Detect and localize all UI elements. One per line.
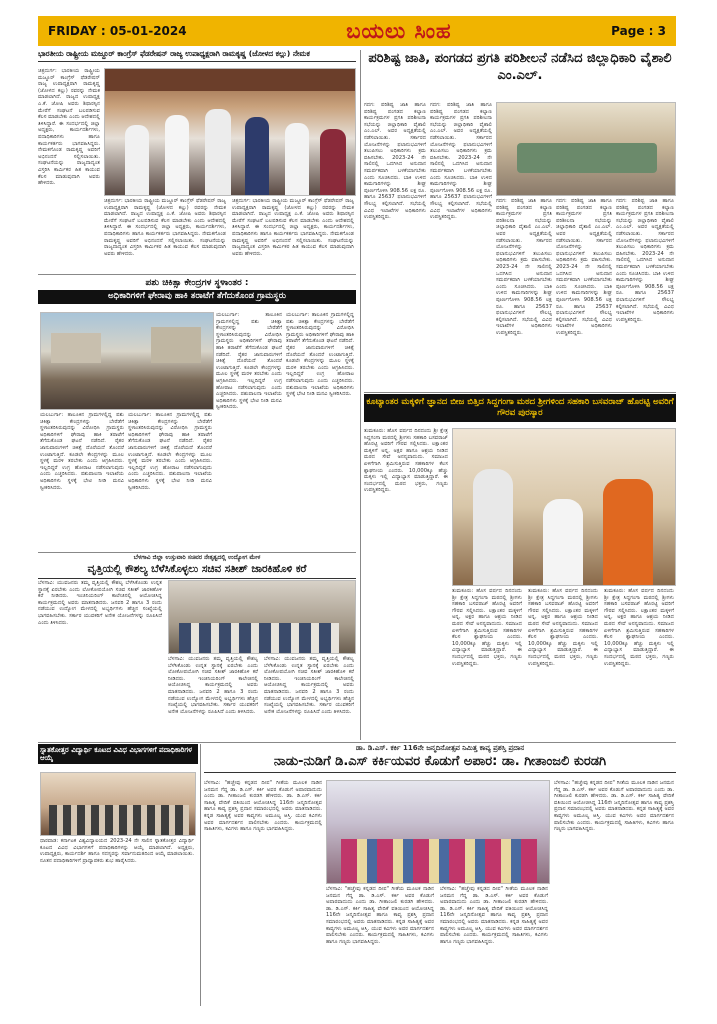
article-body-col-4: ಬೆಳಗಾವಿ: "ಹಚ್ಚೇವು ಕನ್ನಡದ ದೀಪ" ಗೀತೆಯ ಮೂಲಕ ನಾಡಿನ ಜನಮನ ಗೆದ್ದ ಡಾ. ಡಿ.ಎಸ್. ಕರ್ಕಿ ಅವರ ಕೊಡುಗೆ ಅಪಾರವಾದುದು ಎಂದು ಡಾ. ಗೀತಾಂಜಲಿ ಕುರಡಗಿ ಹೇಳಿದರು. ಡಾ. ಡಿ.ಎಸ್. ಕರ್ಕಿ ಸಾಹಿತ್ಯ ವೇದಿಕೆ ವತಿಯಿಂದ ಆಯೋಜಿಸಿದ್ದ 116ನೇ ಜನ್ಮದಿನೋತ್ಸವ ಹಾಗೂ ಕಾವ್ಯ ಪ್ರಶಸ್ತಿ ಪ್ರದಾನ ಸಮಾರಂಭದಲ್ಲಿ ಅವರು ಮಾತನಾಡಿದರು. ಕನ್ನಡ ಸಾಹಿತ್ಯಕ್ಕೆ ಅವರ ಕಾವ್ಯಗಳು ಅಮೂಲ್ಯ ಆಸ್ತಿ. ಯುವ ಕವಿಗಳು ಅವರ ಮಾರ್ಗದರ್ಶನ ಪಾಲಿಸಬೇಕು ಎಂದರು. ಕಾರ್ಯಕ್ರಮದಲ್ಲಿ ಸಾಹಿತಿಗಳು, ಕವಿಗಳು ಹಾಗೂ ಗಣ್ಯರು ಭಾಗವಹಿಸಿದ್ದರು. (554, 780, 674, 833)
article-body-col-2: ಬೆಳಗಾವಿ: ಯುವಜನರು ತಮ್ಮ ವೃತ್ತಿಯಲ್ಲಿ ಕೌಶಲ್ಯ ಬೆಳೆಸಿಕೊಂಡು ಉನ್ನತ ಸ್ಥಾನಕ್ಕೆ ಏರಬೇಕು ಎಂದು ಲೋಕೋಪಯೋಗಿ ಸಚಿವ ಸತೀಶ್ ಜಾರಕಿಹೊಳಿ ಕರೆ ನೀಡಿದರು. ಇಂಜಿನಿಯರಿಂಗ್ ಕಾಲೇಜಿನಲ್ಲಿ ಆಯೋಜಿಸಿದ್ದ ಕಾರ್ಯಕ್ರಮದಲ್ಲಿ ಅವರು ಮಾತನಾಡಿದರು. ಜನವರಿ 2 ಹಾಗೂ 3 ರಂದು ನಡೆಯುವ ಉದ್ಯೋಗ ಮೇಳದಲ್ಲಿ ಅಭ್ಯರ್ಥಿಗಳು ಹೆಚ್ಚಿನ ಸಂಖ್ಯೆಯಲ್ಲಿ ಭಾಗವಹಿಸಬೇಕು. ಸರ್ಕಾರ ಯುವಕರಿಗೆ ಅನೇಕ ಯೋಜನೆಗಳನ್ನು ರೂಪಿಸಿದೆ ಎಂದು ತಿಳಿಸಿದರು. (168, 656, 258, 715)
article-headline: ಕೂಟ್ಯಾಂತರ ಮಕ್ಕಳಿಗೆ ಜ್ಞಾನದ ಬೀಜ ಬಿತ್ತಿದ ಸಿದ್ದಗಂಗಾ ಮಠದ ಶ್ರೀಗಳಿಂದ ಸಹಕಾರಿ ಬಸವರಾಜ್ ಹೊರಟ್ಟಿ ಅವರಿಗೆ ಗೌರವ ಪುರಸ್ಕಾರ (364, 394, 676, 422)
article-body-col: ಚಿತ್ರದುರ್ಗ: ಭಾರತೀಯ ರಾಷ್ಟ್ರೀಯ ಮಜ್ದೂರ್ ಕಾಂಗ್ರೆಸ್ ಫೆಡರೇಷನ್ ರಾಜ್ಯ ಉಪಾಧ್ಯಕ್ಷರಾಗಿ ರಾಮಕೃಷ್ಣ (ಜೋಳದ ಕಲ್ಲು) ರವರನ್ನು ನೇಮಕ ಮಾಡಲಾಗಿದೆ. ರಾಜ್ಯದ ಉಪಾಧ್ಯಕ್ಷ ಎ.ಕೆ. ಜೋಷಿ ಅವರು ಶಿಫಾರಸ್ಸಿನ ಮೇರೆಗೆ ಸಂಘಟನೆ ಬಲಪಡಿಸುವ ಕೆಲಸ ಮಾಡಬೇಕು ಎಂದು ಆದೇಶದಲ್ಲಿ ತಿಳಿಸಿದ್ದಾರೆ. ಈ ಸಂದರ್ಭದಲ್ಲಿ ಜಿಲ್ಲಾ ಅಧ್ಯಕ್ಷರು, ಕಾರ್ಯದರ್ಶಿಗಳು, ಪದಾಧಿಕಾರಿಗಳು ಹಾಗೂ ಕಾರ್ಯಕರ್ತರು ಭಾಗವಹಿಸಿದ್ದರು. ನೇಮಕಗೊಂಡ ರಾಮಕೃಷ್ಣ ಅವರಿಗೆ ಅಭಿನಂದನೆ ಸಲ್ಲಿಸಲಾಯಿತು. ಸಂಘಟನೆಯನ್ನು ರಾಜ್ಯದಾದ್ಯಂತ ವಿಸ್ತರಿಸಿ ಕಾರ್ಮಿಕರ ಹಿತ ಕಾಯುವ ಕೆಲಸ ಮಾಡುವುದಾಗಿ ಅವರು ಹೇಳಿದರು. (38, 68, 100, 187)
article-skill-development (38, 554, 356, 740)
article-headline: ಪಶು ಚಿಕಿತ್ಸಾ ಕೇಂದ್ರಗಳ ಸ್ಥಳಾಂತರ : (145, 278, 249, 288)
article-body-col-5: ಗದಗ: ಪರಿಶಿಷ್ಟ ಜಾತಿ ಹಾಗೂ ಪರಿಶಿಷ್ಟ ಪಂಗಡದ ಕಲ್ಯಾಣ ಕಾರ್ಯಕ್ರಮಗಳ ಪ್ರಗತಿ ಪರಿಶೀಲನಾ ಸಭೆಯನ್ನು ಜಿಲ್ಲಾಧಿಕಾರಿ ವೈಶಾಲಿ ಎಂ.ಎಲ್. ಅವರ ಅಧ್ಯಕ್ಷತೆಯಲ್ಲಿ ನಡೆಸಲಾಯಿತು. ಸರ್ಕಾರದ ಯೋಜನೆಗಳನ್ನು ಫಲಾನುಭವಿಗಳಿಗೆ ತಲುಪಿಸಲು ಅಧಿಕಾರಿಗಳು ಕ್ರಮ ವಹಿಸಬೇಕು. 2023-24 ನೇ ಸಾಲಿನಲ್ಲಿ ಒದಗಿಸಿದ ಅನುದಾನ ಸಮರ್ಪಕವಾಗಿ ಬಳಕೆಯಾಗಬೇಕು ಎಂದು ಸೂಚಿಸಿದರು. ಬಾಕಿ ಉಳಿದ ಕಾಮಗಾರಿಗಳನ್ನು ಶೀಘ್ರ ಪೂರ್ಣಗೊಳಿಸಿ 908.56 ಲಕ್ಷ ರೂ. ಹಾಗೂ 25637 ಫಲಾನುಭವಿಗಳಿಗೆ ಸೌಲಭ್ಯ ಕಲ್ಪಿಸಲಾಗಿದೆ. ಸಭೆಯಲ್ಲಿ ವಿವಿಧ ಇಲಾಖೆಗಳ ಅಧಿಕಾರಿಗಳು ಉಪಸ್ಥಿತರಿದ್ದರು. (616, 198, 674, 323)
article-headline: ನಾಡು-ನುಡಿಗೆ ಡಿ.ಎಸ್ ಕರ್ಕಿಯವರ ಕೊಡುಗೆ ಅಪಾರ: ಡಾ. ಗೀತಾಂಜಲಿ ಕುರಡಗಿ (204, 753, 676, 773)
article-photo (168, 580, 356, 654)
article-photo (496, 102, 676, 196)
article-body-col-2: ಗದಗ: ಪರಿಶಿಷ್ಟ ಜಾತಿ ಹಾಗೂ ಪರಿಶಿಷ್ಟ ಪಂಗಡದ ಕಲ್ಯಾಣ ಕಾರ್ಯಕ್ರಮಗಳ ಪ್ರಗತಿ ಪರಿಶೀಲನಾ ಸಭೆಯನ್ನು ಜಿಲ್ಲಾಧಿಕಾರಿ ವೈಶಾಲಿ ಎಂ.ಎಲ್. ಅವರ ಅಧ್ಯಕ್ಷತೆಯಲ್ಲಿ ನಡೆಸಲಾಯಿತು. ಸರ್ಕಾರದ ಯೋಜನೆಗಳನ್ನು ಫಲಾನುಭವಿಗಳಿಗೆ ತಲುಪಿಸಲು ಅಧಿಕಾರಿಗಳು ಕ್ರಮ ವಹಿಸಬೇಕು. 2023-24 ನೇ ಸಾಲಿನಲ್ಲಿ ಒದಗಿಸಿದ ಅನುದಾನ ಸಮರ್ಪಕವಾಗಿ ಬಳಕೆಯಾಗಬೇಕು ಎಂದು ಸೂಚಿಸಿದರು. ಬಾಕಿ ಉಳಿದ ಕಾಮಗಾರಿಗಳನ್ನು ಶೀಘ್ರ ಪೂರ್ಣಗೊಳಿಸಿ 908.56 ಲಕ್ಷ ರೂ. ಹಾಗೂ 25637 ಫಲಾನುಭವಿಗಳಿಗೆ ಸೌಲಭ್ಯ ಕಲ್ಪಿಸಲಾಗಿದೆ. ಸಭೆಯಲ್ಲಿ ವಿವಿಧ ಇಲಾಖೆಗಳ ಅಧಿಕಾರಿಗಳು ಉಪಸ್ಥಿತರಿದ್ದರು. (430, 102, 492, 221)
article-body-col-4: ತುಮಕೂರು: ಹೊಸ ವರ್ಷದ ದಿನದಂದು ಶ್ರೀ ಕ್ಷೇತ್ರ ಸಿದ್ದಗಂಗಾ ಮಠದಲ್ಲಿ ಶ್ರೀಗಳು ಸಹಕಾರಿ ಬಸವರಾಜ್ ಹೊರಟ್ಟಿ ಅವರಿಗೆ ಗೌರವ ಸಲ್ಲಿಸಿದರು. ಲಕ್ಷಾಂತರ ಮಕ್ಕಳಿಗೆ ಅನ್ನ, ಅಕ್ಷರ ಹಾಗೂ ಆಶ್ರಯ ನೀಡಿದ ಮಠದ ಸೇವೆ ಅನನ್ಯವಾದುದು. ಸಮಾಜದ ಏಳಿಗೆಗಾಗಿ ಶ್ರಮಿಸುತ್ತಿರುವ ಸಹಕಾರಿಗಳ ಕೆಲಸ ಶ್ಲಾಘನೀಯ ಎಂದರು. 10,000ಕ್ಕೂ ಹೆಚ್ಚು ಮಕ್ಕಳು ಇಲ್ಲಿ ವಿದ್ಯಾಭ್ಯಾಸ ಮಾಡುತ್ತಿದ್ದಾರೆ. ಈ ಸಂದರ್ಭದಲ್ಲಿ ಮಠದ ಭಕ್ತರು, ಗಣ್ಯರು ಉಪಸ್ಥಿತರಿದ್ದರು. (604, 588, 674, 667)
article-body-col-3: ಯಲಬುರ್ಗಾ: ತಾಲೂಕಿನ ಗ್ರಾಮಗಳಲ್ಲಿದ್ದ ಪಶು ಚಿಕಿತ್ಸಾ ಕೇಂದ್ರಗಳನ್ನು ಬೇರೆಡೆಗೆ ಸ್ಥಳಾಂತರಿಸಿರುವುದನ್ನು ವಿರೋಧಿಸಿ ಗ್ರಾಮಸ್ಥರು ಅಧಿಕಾರಿಗಳಿಗೆ ಘೇರಾವು ಹಾಕಿ ತರಾಟೆಗೆ ತೆಗೆದುಕೊಂಡ ಘಟನೆ ನಡೆದಿದೆ. ರೈತರ ಜಾನುವಾರುಗಳಿಗೆ ಚಿಕಿತ್ಸೆ ದೊರೆಯದೆ ತೊಂದರೆ ಉಂಟಾಗುತ್ತಿದೆ. ಕೂಡಲೇ ಕೇಂದ್ರಗಳನ್ನು ಮೂಲ ಸ್ಥಳಕ್ಕೆ ಮರಳಿ ತರಬೇಕು ಎಂದು ಆಗ್ರಹಿಸಿದರು. ಇಲ್ಲದಿದ್ದರೆ ಉಗ್ರ ಹೋರಾಟ ನಡೆಸಲಾಗುವುದು ಎಂದು ಎಚ್ಚರಿಸಿದರು. ಪಶುಪಾಲನಾ ಇಲಾಖೆಯ ಅಧಿಕಾರಿಗಳು ಸ್ಥಳಕ್ಕೆ ಭೇಟಿ ನೀಡಿ ಮನವಿ ಸ್ವೀಕರಿಸಿದರು. (40, 412, 124, 491)
issue-date: FRIDAY : 05-01-2024 (48, 24, 187, 38)
article-body-col-3: ಬೆಳಗಾವಿ: ಯುವಜನರು ತಮ್ಮ ವೃತ್ತಿಯಲ್ಲಿ ಕೌಶಲ್ಯ ಬೆಳೆಸಿಕೊಂಡು ಉನ್ನತ ಸ್ಥಾನಕ್ಕೆ ಏರಬೇಕು ಎಂದು ಲೋಕೋಪಯೋಗಿ ಸಚಿವ ಸತೀಶ್ ಜಾರಕಿಹೊಳಿ ಕರೆ ನೀಡಿದರು. ಇಂಜಿನಿಯರಿಂಗ್ ಕಾಲೇಜಿನಲ್ಲಿ ಆಯೋಜಿಸಿದ್ದ ಕಾರ್ಯಕ್ರಮದಲ್ಲಿ ಅವರು ಮಾತನಾಡಿದರು. ಜನವರಿ 2 ಹಾಗೂ 3 ರಂದು ನಡೆಯುವ ಉದ್ಯೋಗ ಮೇಳದಲ್ಲಿ ಅಭ್ಯರ್ಥಿಗಳು ಹೆಚ್ಚಿನ ಸಂಖ್ಯೆಯಲ್ಲಿ ಭಾಗವಹಿಸಬೇಕು. ಸರ್ಕಾರ ಯುವಕರಿಗೆ ಅನೇಕ ಯೋಜನೆಗಳನ್ನು ರೂಪಿಸಿದೆ ಎಂದು ತಿಳಿಸಿದರು. (264, 656, 354, 715)
page-number: Page : 3 (611, 24, 666, 38)
article-student-union (38, 744, 198, 1006)
article-photo (40, 312, 214, 410)
article-body-col-3: ಬೆಳಗಾವಿ: "ಹಚ್ಚೇವು ಕನ್ನಡದ ದೀಪ" ಗೀತೆಯ ಮೂಲಕ ನಾಡಿನ ಜನಮನ ಗೆದ್ದ ಡಾ. ಡಿ.ಎಸ್. ಕರ್ಕಿ ಅವರ ಕೊಡುಗೆ ಅಪಾರವಾದುದು ಎಂದು ಡಾ. ಗೀತಾಂಜಲಿ ಕುರಡಗಿ ಹೇಳಿದರು. ಡಾ. ಡಿ.ಎಸ್. ಕರ್ಕಿ ಸಾಹಿತ್ಯ ವೇದಿಕೆ ವತಿಯಿಂದ ಆಯೋಜಿಸಿದ್ದ 116ನೇ ಜನ್ಮದಿನೋತ್ಸವ ಹಾಗೂ ಕಾವ್ಯ ಪ್ರಶಸ್ತಿ ಪ್ರದಾನ ಸಮಾರಂಭದಲ್ಲಿ ಅವರು ಮಾತನಾಡಿದರು. ಕನ್ನಡ ಸಾಹಿತ್ಯಕ್ಕೆ ಅವರ ಕಾವ್ಯಗಳು ಅಮೂಲ್ಯ ಆಸ್ತಿ. ಯುವ ಕವಿಗಳು ಅವರ ಮಾರ್ಗದರ್ಶನ ಪಾಲಿಸಬೇಕು ಎಂದರು. ಕಾರ್ಯಕ್ರಮದಲ್ಲಿ ಸಾಹಿತಿಗಳು, ಕವಿಗಳು ಹಾಗೂ ಗಣ್ಯರು ಭಾಗವಹಿಸಿದ್ದರು. (440, 886, 548, 945)
article-veterinary (38, 276, 356, 550)
newspaper-title: ಬಯಲು ಸಿಂಹ (346, 18, 452, 43)
article-kicker: ಬೆಳಗಾವಿ ಜಿಲ್ಲಾ ಉಸ್ತುವಾರಿ ಸಚಿವರ ನೇತೃತ್ವದಲ್ಲಿ ಉದ್ಯೋಗ ಮೇಳ (133, 554, 261, 561)
article-headline: ಭಾರತೀಯ ರಾಷ್ಟ್ರೀಯ ಮಜ್ದೂರ್ ಕಾಂಗ್ರೆಸ್ ಫೆಡರೇಷನ್ ರಾಜ್ಯ ಉಪಾಧ್ಯಕ್ಷರಾಗಿ ರಾಮಕೃಷ್ಣ (ಜೋಳದ ಕಲ್ಲು) ನೇಮಕ (38, 50, 356, 62)
article-body-col: ಗದಗ: ಪರಿಶಿಷ್ಟ ಜಾತಿ ಹಾಗೂ ಪರಿಶಿಷ್ಟ ಪಂಗಡದ ಕಲ್ಯಾಣ ಕಾರ್ಯಕ್ರಮಗಳ ಪ್ರಗತಿ ಪರಿಶೀಲನಾ ಸಭೆಯನ್ನು ಜಿಲ್ಲಾಧಿಕಾರಿ ವೈಶಾಲಿ ಎಂ.ಎಲ್. ಅವರ ಅಧ್ಯಕ್ಷತೆಯಲ್ಲಿ ನಡೆಸಲಾಯಿತು. ಸರ್ಕಾರದ ಯೋಜನೆಗಳನ್ನು ಫಲಾನುಭವಿಗಳಿಗೆ ತಲುಪಿಸಲು ಅಧಿಕಾರಿಗಳು ಕ್ರಮ ವಹಿಸಬೇಕು. 2023-24 ನೇ ಸಾಲಿನಲ್ಲಿ ಒದಗಿಸಿದ ಅನುದಾನ ಸಮರ್ಪಕವಾಗಿ ಬಳಕೆಯಾಗಬೇಕು ಎಂದು ಸೂಚಿಸಿದರು. ಬಾಕಿ ಉಳಿದ ಕಾಮಗಾರಿಗಳನ್ನು ಶೀಘ್ರ ಪೂರ್ಣಗೊಳಿಸಿ 908.56 ಲಕ್ಷ ರೂ. ಹಾಗೂ 25637 ಫಲಾನುಭವಿಗಳಿಗೆ ಸೌಲಭ್ಯ ಕಲ್ಪಿಸಲಾಗಿದೆ. ಸಭೆಯಲ್ಲಿ ವಿವಿಧ ಇಲಾಖೆಗಳ ಅಧಿಕಾರಿಗಳು ಉಪಸ್ಥಿತರಿದ್ದರು. (364, 102, 426, 221)
article-headline: ವೃತ್ತಿಯಲ್ಲಿ ಕೌಶಲ್ಯ ಬೆಳೆಸಿಕೊಳ್ಳಲು ಸಚಿವ ಸತೀಶ್ ಜಾರಕಿಹೊಳಿ ಕರೆ (38, 562, 356, 579)
article-body-col-3: ಚಿತ್ರದುರ್ಗ: ಭಾರತೀಯ ರಾಷ್ಟ್ರೀಯ ಮಜ್ದೂರ್ ಕಾಂಗ್ರೆಸ್ ಫೆಡರೇಷನ್ ರಾಜ್ಯ ಉಪಾಧ್ಯಕ್ಷರಾಗಿ ರಾಮಕೃಷ್ಣ (ಜೋಳದ ಕಲ್ಲು) ರವರನ್ನು ನೇಮಕ ಮಾಡಲಾಗಿದೆ. ರಾಜ್ಯದ ಉಪಾಧ್ಯಕ್ಷ ಎ.ಕೆ. ಜೋಷಿ ಅವರು ಶಿಫಾರಸ್ಸಿನ ಮೇರೆಗೆ ಸಂಘಟನೆ ಬಲಪಡಿಸುವ ಕೆಲಸ ಮಾಡಬೇಕು ಎಂದು ಆದೇಶದಲ್ಲಿ ತಿಳಿಸಿದ್ದಾರೆ. ಈ ಸಂದರ್ಭದಲ್ಲಿ ಜಿಲ್ಲಾ ಅಧ್ಯಕ್ಷರು, ಕಾರ್ಯದರ್ಶಿಗಳು, ಪದಾಧಿಕಾರಿಗಳು ಹಾಗೂ ಕಾರ್ಯಕರ್ತರು ಭಾಗವಹಿಸಿದ್ದರು. ನೇಮಕಗೊಂಡ ರಾಮಕೃಷ್ಣ ಅವರಿಗೆ ಅಭಿನಂದನೆ ಸಲ್ಲಿಸಲಾಯಿತು. ಸಂಘಟನೆಯನ್ನು ರಾಜ್ಯದಾದ್ಯಂತ ವಿಸ್ತರಿಸಿ ಕಾರ್ಮಿಕರ ಹಿತ ಕಾಯುವ ಕೆಲಸ ಮಾಡುವುದಾಗಿ ಅವರು ಹೇಳಿದರು. (232, 198, 354, 257)
article-karki-anniversary (204, 744, 676, 1006)
article-body-col-2: ತುಮಕೂರು: ಹೊಸ ವರ್ಷದ ದಿನದಂದು ಶ್ರೀ ಕ್ಷೇತ್ರ ಸಿದ್ದಗಂಗಾ ಮಠದಲ್ಲಿ ಶ್ರೀಗಳು ಸಹಕಾರಿ ಬಸವರಾಜ್ ಹೊರಟ್ಟಿ ಅವರಿಗೆ ಗೌರವ ಸಲ್ಲಿಸಿದರು. ಲಕ್ಷಾಂತರ ಮಕ್ಕಳಿಗೆ ಅನ್ನ, ಅಕ್ಷರ ಹಾಗೂ ಆಶ್ರಯ ನೀಡಿದ ಮಠದ ಸೇವೆ ಅನನ್ಯವಾದುದು. ಸಮಾಜದ ಏಳಿಗೆಗಾಗಿ ಶ್ರಮಿಸುತ್ತಿರುವ ಸಹಕಾರಿಗಳ ಕೆಲಸ ಶ್ಲಾಘನೀಯ ಎಂದರು. 10,000ಕ್ಕೂ ಹೆಚ್ಚು ಮಕ್ಕಳು ಇಲ್ಲಿ ವಿದ್ಯಾಭ್ಯಾಸ ಮಾಡುತ್ತಿದ್ದಾರೆ. ಈ ಸಂದರ್ಭದಲ್ಲಿ ಮಠದ ಭಕ್ತರು, ಗಣ್ಯರು ಉಪಸ್ಥಿತರಿದ್ದರು. (452, 588, 522, 667)
article-headline: ಪರಿಶಿಷ್ಟ ಜಾತಿ, ಪಂಗಡದ ಪ್ರಗತಿ ಪರಿಶೀಲನೆ ನಡೆಸಿದ ಜಿಲ್ಲಾಧಿಕಾರಿ ವೈಶಾಲಿ ಎಂ.ಎಲ್. (368, 51, 672, 83)
article-mazdoor-congress (38, 50, 356, 272)
article-body-col-2: ಚಿತ್ರದುರ್ಗ: ಭಾರತೀಯ ರಾಷ್ಟ್ರೀಯ ಮಜ್ದೂರ್ ಕಾಂಗ್ರೆಸ್ ಫೆಡರೇಷನ್ ರಾಜ್ಯ ಉಪಾಧ್ಯಕ್ಷರಾಗಿ ರಾಮಕೃಷ್ಣ (ಜೋಳದ ಕಲ್ಲು) ರವರನ್ನು ನೇಮಕ ಮಾಡಲಾಗಿದೆ. ರಾಜ್ಯದ ಉಪಾಧ್ಯಕ್ಷ ಎ.ಕೆ. ಜೋಷಿ ಅವರು ಶಿಫಾರಸ್ಸಿನ ಮೇರೆಗೆ ಸಂಘಟನೆ ಬಲಪಡಿಸುವ ಕೆಲಸ ಮಾಡಬೇಕು ಎಂದು ಆದೇಶದಲ್ಲಿ ತಿಳಿಸಿದ್ದಾರೆ. ಈ ಸಂದರ್ಭದಲ್ಲಿ ಜಿಲ್ಲಾ ಅಧ್ಯಕ್ಷರು, ಕಾರ್ಯದರ್ಶಿಗಳು, ಪದಾಧಿಕಾರಿಗಳು ಹಾಗೂ ಕಾರ್ಯಕರ್ತರು ಭಾಗವಹಿಸಿದ್ದರು. ನೇಮಕಗೊಂಡ ರಾಮಕೃಷ್ಣ ಅವರಿಗೆ ಅಭಿನಂದನೆ ಸಲ್ಲಿಸಲಾಯಿತು. ಸಂಘಟನೆಯನ್ನು ರಾಜ್ಯದಾದ್ಯಂತ ವಿಸ್ತರಿಸಿ ಕಾರ್ಮಿಕರ ಹಿತ ಕಾಯುವ ಕೆಲಸ ಮಾಡುವುದಾಗಿ ಅವರು ಹೇಳಿದರು. (104, 198, 226, 257)
article-photo (326, 780, 550, 884)
article-photo (452, 428, 676, 586)
article-body-col: ಯಲಬುರ್ಗಾ: ತಾಲೂಕಿನ ಗ್ರಾಮಗಳಲ್ಲಿದ್ದ ಪಶು ಚಿಕಿತ್ಸಾ ಕೇಂದ್ರಗಳನ್ನು ಬೇರೆಡೆಗೆ ಸ್ಥಳಾಂತರಿಸಿರುವುದನ್ನು ವಿರೋಧಿಸಿ ಗ್ರಾಮಸ್ಥರು ಅಧಿಕಾರಿಗಳಿಗೆ ಘೇರಾವು ಹಾಕಿ ತರಾಟೆಗೆ ತೆಗೆದುಕೊಂಡ ಘಟನೆ ನಡೆದಿದೆ. ರೈತರ ಜಾನುವಾರುಗಳಿಗೆ ಚಿಕಿತ್ಸೆ ದೊರೆಯದೆ ತೊಂದರೆ ಉಂಟಾಗುತ್ತಿದೆ. ಕೂಡಲೇ ಕೇಂದ್ರಗಳನ್ನು ಮೂಲ ಸ್ಥಳಕ್ಕೆ ಮರಳಿ ತರಬೇಕು ಎಂದು ಆಗ್ರಹಿಸಿದರು. ಇಲ್ಲದಿದ್ದರೆ ಉಗ್ರ ಹೋರಾಟ ನಡೆಸಲಾಗುವುದು ಎಂದು ಎಚ್ಚರಿಸಿದರು. ಪಶುಪಾಲನಾ ಇಲಾಖೆಯ ಅಧಿಕಾರಿಗಳು ಸ್ಥಳಕ್ಕೆ ಭೇಟಿ ನೀಡಿ ಮನವಿ ಸ್ವೀಕರಿಸಿದರು. (216, 312, 282, 411)
article-body-col-4: ಗದಗ: ಪರಿಶಿಷ್ಟ ಜಾತಿ ಹಾಗೂ ಪರಿಶಿಷ್ಟ ಪಂಗಡದ ಕಲ್ಯಾಣ ಕಾರ್ಯಕ್ರಮಗಳ ಪ್ರಗತಿ ಪರಿಶೀಲನಾ ಸಭೆಯನ್ನು ಜಿಲ್ಲಾಧಿಕಾರಿ ವೈಶಾಲಿ ಎಂ.ಎಲ್. ಅವರ ಅಧ್ಯಕ್ಷತೆಯಲ್ಲಿ ನಡೆಸಲಾಯಿತು. ಸರ್ಕಾರದ ಯೋಜನೆಗಳನ್ನು ಫಲಾನುಭವಿಗಳಿಗೆ ತಲುಪಿಸಲು ಅಧಿಕಾರಿಗಳು ಕ್ರಮ ವಹಿಸಬೇಕು. 2023-24 ನೇ ಸಾಲಿನಲ್ಲಿ ಒದಗಿಸಿದ ಅನುದಾನ ಸಮರ್ಪಕವಾಗಿ ಬಳಕೆಯಾಗಬೇಕು ಎಂದು ಸೂಚಿಸಿದರು. ಬಾಕಿ ಉಳಿದ ಕಾಮಗಾರಿಗಳನ್ನು ಶೀಘ್ರ ಪೂರ್ಣಗೊಳಿಸಿ 908.56 ಲಕ್ಷ ರೂ. ಹಾಗೂ 25637 ಫಲಾನುಭವಿಗಳಿಗೆ ಸೌಲಭ್ಯ ಕಲ್ಪಿಸಲಾಗಿದೆ. ಸಭೆಯಲ್ಲಿ ವಿವಿಧ ಇಲಾಖೆಗಳ ಅಧಿಕಾರಿಗಳು ಉಪಸ್ಥಿತರಿದ್ದರು. (556, 198, 612, 336)
article-sc-st-review (364, 50, 676, 390)
masthead (38, 16, 676, 46)
article-photo (104, 68, 356, 196)
article-siddaganga (364, 394, 676, 740)
article-body-col: ಬೆಳಗಾವಿ: "ಹಚ್ಚೇವು ಕನ್ನಡದ ದೀಪ" ಗೀತೆಯ ಮೂಲಕ ನಾಡಿನ ಜನಮನ ಗೆದ್ದ ಡಾ. ಡಿ.ಎಸ್. ಕರ್ಕಿ ಅವರ ಕೊಡುಗೆ ಅಪಾರವಾದುದು ಎಂದು ಡಾ. ಗೀತಾಂಜಲಿ ಕುರಡಗಿ ಹೇಳಿದರು. ಡಾ. ಡಿ.ಎಸ್. ಕರ್ಕಿ ಸಾಹಿತ್ಯ ವೇದಿಕೆ ವತಿಯಿಂದ ಆಯೋಜಿಸಿದ್ದ 116ನೇ ಜನ್ಮದಿನೋತ್ಸವ ಹಾಗೂ ಕಾವ್ಯ ಪ್ರಶಸ್ತಿ ಪ್ರದಾನ ಸಮಾರಂಭದಲ್ಲಿ ಅವರು ಮಾತನಾಡಿದರು. ಕನ್ನಡ ಸಾಹಿತ್ಯಕ್ಕೆ ಅವರ ಕಾವ್ಯಗಳು ಅಮೂಲ್ಯ ಆಸ್ತಿ. ಯುವ ಕವಿಗಳು ಅವರ ಮಾರ್ಗದರ್ಶನ ಪಾಲಿಸಬೇಕು ಎಂದರು. ಕಾರ್ಯಕ್ರಮದಲ್ಲಿ ಸಾಹಿತಿಗಳು, ಕವಿಗಳು ಹಾಗೂ ಗಣ್ಯರು ಭಾಗವಹಿಸಿದ್ದರು. (204, 780, 322, 833)
article-body-col-2: ಯಲಬುರ್ಗಾ: ತಾಲೂಕಿನ ಗ್ರಾಮಗಳಲ್ಲಿದ್ದ ಪಶು ಚಿಕಿತ್ಸಾ ಕೇಂದ್ರಗಳನ್ನು ಬೇರೆಡೆಗೆ ಸ್ಥಳಾಂತರಿಸಿರುವುದನ್ನು ವಿರೋಧಿಸಿ ಗ್ರಾಮಸ್ಥರು ಅಧಿಕಾರಿಗಳಿಗೆ ಘೇರಾವು ಹಾಕಿ ತರಾಟೆಗೆ ತೆಗೆದುಕೊಂಡ ಘಟನೆ ನಡೆದಿದೆ. ರೈತರ ಜಾನುವಾರುಗಳಿಗೆ ಚಿಕಿತ್ಸೆ ದೊರೆಯದೆ ತೊಂದರೆ ಉಂಟಾಗುತ್ತಿದೆ. ಕೂಡಲೇ ಕೇಂದ್ರಗಳನ್ನು ಮೂಲ ಸ್ಥಳಕ್ಕೆ ಮರಳಿ ತರಬೇಕು ಎಂದು ಆಗ್ರಹಿಸಿದರು. ಇಲ್ಲದಿದ್ದರೆ ಉಗ್ರ ಹೋರಾಟ ನಡೆಸಲಾಗುವುದು ಎಂದು ಎಚ್ಚರಿಸಿದರು. ಪಶುಪಾಲನಾ ಇಲಾಖೆಯ ಅಧಿಕಾರಿಗಳು ಸ್ಥಳಕ್ಕೆ ಭೇಟಿ ನೀಡಿ ಮನವಿ ಸ್ವೀಕರಿಸಿದರು. (286, 312, 354, 398)
article-body-col: ತುಮಕೂರು: ಹೊಸ ವರ್ಷದ ದಿನದಂದು ಶ್ರೀ ಕ್ಷೇತ್ರ ಸಿದ್ದಗಂಗಾ ಮಠದಲ್ಲಿ ಶ್ರೀಗಳು ಸಹಕಾರಿ ಬಸವರಾಜ್ ಹೊರಟ್ಟಿ ಅವರಿಗೆ ಗೌರವ ಸಲ್ಲಿಸಿದರು. ಲಕ್ಷಾಂತರ ಮಕ್ಕಳಿಗೆ ಅನ್ನ, ಅಕ್ಷರ ಹಾಗೂ ಆಶ್ರಯ ನೀಡಿದ ಮಠದ ಸೇವೆ ಅನನ್ಯವಾದುದು. ಸಮಾಜದ ಏಳಿಗೆಗಾಗಿ ಶ್ರಮಿಸುತ್ತಿರುವ ಸಹಕಾರಿಗಳ ಕೆಲಸ ಶ್ಲಾಘನೀಯ ಎಂದರು. 10,000ಕ್ಕೂ ಹೆಚ್ಚು ಮಕ್ಕಳು ಇಲ್ಲಿ ವಿದ್ಯಾಭ್ಯಾಸ ಮಾಡುತ್ತಿದ್ದಾರೆ. ಈ ಸಂದರ್ಭದಲ್ಲಿ ಮಠದ ಭಕ್ತರು, ಗಣ್ಯರು ಉಪಸ್ಥಿತರಿದ್ದರು. (364, 428, 448, 494)
article-body-col-3: ಗದಗ: ಪರಿಶಿಷ್ಟ ಜಾತಿ ಹಾಗೂ ಪರಿಶಿಷ್ಟ ಪಂಗಡದ ಕಲ್ಯಾಣ ಕಾರ್ಯಕ್ರಮಗಳ ಪ್ರಗತಿ ಪರಿಶೀಲನಾ ಸಭೆಯನ್ನು ಜಿಲ್ಲಾಧಿಕಾರಿ ವೈಶಾಲಿ ಎಂ.ಎಲ್. ಅವರ ಅಧ್ಯಕ್ಷತೆಯಲ್ಲಿ ನಡೆಸಲಾಯಿತು. ಸರ್ಕಾರದ ಯೋಜನೆಗಳನ್ನು ಫಲಾನುಭವಿಗಳಿಗೆ ತಲುಪಿಸಲು ಅಧಿಕಾರಿಗಳು ಕ್ರಮ ವಹಿಸಬೇಕು. 2023-24 ನೇ ಸಾಲಿನಲ್ಲಿ ಒದಗಿಸಿದ ಅನುದಾನ ಸಮರ್ಪಕವಾಗಿ ಬಳಕೆಯಾಗಬೇಕು ಎಂದು ಸೂಚಿಸಿದರು. ಬಾಕಿ ಉಳಿದ ಕಾಮಗಾರಿಗಳನ್ನು ಶೀಘ್ರ ಪೂರ್ಣಗೊಳಿಸಿ 908.56 ಲಕ್ಷ ರೂ. ಹಾಗೂ 25637 ಫಲಾನುಭವಿಗಳಿಗೆ ಸೌಲಭ್ಯ ಕಲ್ಪಿಸಲಾಗಿದೆ. ಸಭೆಯಲ್ಲಿ ವಿವಿಧ ಇಲಾಖೆಗಳ ಅಧಿಕಾರಿಗಳು ಉಪಸ್ಥಿತರಿದ್ದರು. (496, 198, 552, 336)
article-headline: ಸ್ನಾತಕೋತ್ತರ ವಿದ್ಯಾರ್ಥಿ ಕೂಟದ ವಿವಿಧ ವಿಭಾಗಗಳಿಗೆ ಪದಾಧಿಕಾರಿಗಳ ಆಯ್ಕೆ (38, 744, 198, 764)
article-body: ಧಾರವಾಡ: ಕರ್ನಾಟಕ ವಿಶ್ವವಿದ್ಯಾಲಯದ 2023-24 ನೇ ಸಾಲಿನ ಸ್ನಾತಕೋತ್ತರ ವಿದ್ಯಾರ್ಥಿ ಕೂಟದ ವಿವಿಧ ವಿಭಾಗಗಳಿಗೆ ಪದಾಧಿಕಾರಿಗಳನ್ನು ಆಯ್ಕೆ ಮಾಡಲಾಗಿದೆ. ಅಧ್ಯಕ್ಷರು, ಉಪಾಧ್ಯಕ್ಷರು, ಕಾರ್ಯದರ್ಶಿ ಹಾಗೂ ಸದಸ್ಯರನ್ನು ಸರ್ವಾನುಮತದಿಂದ ಆಯ್ಕೆ ಮಾಡಲಾಯಿತು. ನೂತನ ಪದಾಧಿಕಾರಿಗಳಿಗೆ ಪ್ರಾಧ್ಯಾಪಕರು ಶುಭ ಹಾರೈಸಿದರು. (40, 838, 194, 864)
article-subheadline: ಅಧಿಕಾರಿಗಳಿಗೆ ಘೇರಾವು ಹಾಕಿ ತರಾಟೆಗೆ ತೆಗೆದುಕೊಂಡ ಗ್ರಾಮಸ್ಥರು (38, 290, 356, 304)
article-body-col-3: ತುಮಕೂರು: ಹೊಸ ವರ್ಷದ ದಿನದಂದು ಶ್ರೀ ಕ್ಷೇತ್ರ ಸಿದ್ದಗಂಗಾ ಮಠದಲ್ಲಿ ಶ್ರೀಗಳು ಸಹಕಾರಿ ಬಸವರಾಜ್ ಹೊರಟ್ಟಿ ಅವರಿಗೆ ಗೌರವ ಸಲ್ಲಿಸಿದರು. ಲಕ್ಷಾಂತರ ಮಕ್ಕಳಿಗೆ ಅನ್ನ, ಅಕ್ಷರ ಹಾಗೂ ಆಶ್ರಯ ನೀಡಿದ ಮಠದ ಸೇವೆ ಅನನ್ಯವಾದುದು. ಸಮಾಜದ ಏಳಿಗೆಗಾಗಿ ಶ್ರಮಿಸುತ್ತಿರುವ ಸಹಕಾರಿಗಳ ಕೆಲಸ ಶ್ಲಾಘನೀಯ ಎಂದರು. 10,000ಕ್ಕೂ ಹೆಚ್ಚು ಮಕ್ಕಳು ಇಲ್ಲಿ ವಿದ್ಯಾಭ್ಯಾಸ ಮಾಡುತ್ತಿದ್ದಾರೆ. ಈ ಸಂದರ್ಭದಲ್ಲಿ ಮಠದ ಭಕ್ತರು, ಗಣ್ಯರು ಉಪಸ್ಥಿತರಿದ್ದರು. (528, 588, 598, 667)
article-body-col-2: ಬೆಳಗಾವಿ: "ಹಚ್ಚೇವು ಕನ್ನಡದ ದೀಪ" ಗೀತೆಯ ಮೂಲಕ ನಾಡಿನ ಜನಮನ ಗೆದ್ದ ಡಾ. ಡಿ.ಎಸ್. ಕರ್ಕಿ ಅವರ ಕೊಡುಗೆ ಅಪಾರವಾದುದು ಎಂದು ಡಾ. ಗೀತಾಂಜಲಿ ಕುರಡಗಿ ಹೇಳಿದರು. ಡಾ. ಡಿ.ಎಸ್. ಕರ್ಕಿ ಸಾಹಿತ್ಯ ವೇದಿಕೆ ವತಿಯಿಂದ ಆಯೋಜಿಸಿದ್ದ 116ನೇ ಜನ್ಮದಿನೋತ್ಸವ ಹಾಗೂ ಕಾವ್ಯ ಪ್ರಶಸ್ತಿ ಪ್ರದಾನ ಸಮಾರಂಭದಲ್ಲಿ ಅವರು ಮಾತನಾಡಿದರು. ಕನ್ನಡ ಸಾಹಿತ್ಯಕ್ಕೆ ಅವರ ಕಾವ್ಯಗಳು ಅಮೂಲ್ಯ ಆಸ್ತಿ. ಯುವ ಕವಿಗಳು ಅವರ ಮಾರ್ಗದರ್ಶನ ಪಾಲಿಸಬೇಕು ಎಂದರು. ಕಾರ್ಯಕ್ರಮದಲ್ಲಿ ಸಾಹಿತಿಗಳು, ಕವಿಗಳು ಹಾಗೂ ಗಣ್ಯರು ಭಾಗವಹಿಸಿದ್ದರು. (326, 886, 434, 945)
article-kicker: ಡಾ. ಡಿ.ಎಸ್. ಕರ್ಕಿ 116ನೇ ಜನ್ಮದಿನೋತ್ಸವ ನಿಮಿತ್ತ ಕಾವ್ಯ ಪ್ರಶಸ್ತಿ ಪ್ರದಾನ (355, 744, 525, 752)
article-photo (40, 772, 196, 836)
article-body-col: ಬೆಳಗಾವಿ: ಯುವಜನರು ತಮ್ಮ ವೃತ್ತಿಯಲ್ಲಿ ಕೌಶಲ್ಯ ಬೆಳೆಸಿಕೊಂಡು ಉನ್ನತ ಸ್ಥಾನಕ್ಕೆ ಏರಬೇಕು ಎಂದು ಲೋಕೋಪಯೋಗಿ ಸಚಿವ ಸತೀಶ್ ಜಾರಕಿಹೊಳಿ ಕರೆ ನೀಡಿದರು. ಇಂಜಿನಿಯರಿಂಗ್ ಕಾಲೇಜಿನಲ್ಲಿ ಆಯೋಜಿಸಿದ್ದ ಕಾರ್ಯಕ್ರಮದಲ್ಲಿ ಅವರು ಮಾತನಾಡಿದರು. ಜನವರಿ 2 ಹಾಗೂ 3 ರಂದು ನಡೆಯುವ ಉದ್ಯೋಗ ಮೇಳದಲ್ಲಿ ಅಭ್ಯರ್ಥಿಗಳು ಹೆಚ್ಚಿನ ಸಂಖ್ಯೆಯಲ್ಲಿ ಭಾಗವಹಿಸಬೇಕು. ಸರ್ಕಾರ ಯುವಕರಿಗೆ ಅನೇಕ ಯೋಜನೆಗಳನ್ನು ರೂಪಿಸಿದೆ ಎಂದು ತಿಳಿಸಿದರು. (38, 580, 162, 626)
article-body-col-4: ಯಲಬುರ್ಗಾ: ತಾಲೂಕಿನ ಗ್ರಾಮಗಳಲ್ಲಿದ್ದ ಪಶು ಚಿಕಿತ್ಸಾ ಕೇಂದ್ರಗಳನ್ನು ಬೇರೆಡೆಗೆ ಸ್ಥಳಾಂತರಿಸಿರುವುದನ್ನು ವಿರೋಧಿಸಿ ಗ್ರಾಮಸ್ಥರು ಅಧಿಕಾರಿಗಳಿಗೆ ಘೇರಾವು ಹಾಕಿ ತರಾಟೆಗೆ ತೆಗೆದುಕೊಂಡ ಘಟನೆ ನಡೆದಿದೆ. ರೈತರ ಜಾನುವಾರುಗಳಿಗೆ ಚಿಕಿತ್ಸೆ ದೊರೆಯದೆ ತೊಂದರೆ ಉಂಟಾಗುತ್ತಿದೆ. ಕೂಡಲೇ ಕೇಂದ್ರಗಳನ್ನು ಮೂಲ ಸ್ಥಳಕ್ಕೆ ಮರಳಿ ತರಬೇಕು ಎಂದು ಆಗ್ರಹಿಸಿದರು. ಇಲ್ಲದಿದ್ದರೆ ಉಗ್ರ ಹೋರಾಟ ನಡೆಸಲಾಗುವುದು ಎಂದು ಎಚ್ಚರಿಸಿದರು. ಪಶುಪಾಲನಾ ಇಲಾಖೆಯ ಅಧಿಕಾರಿಗಳು ಸ್ಥಳಕ್ಕೆ ಭೇಟಿ ನೀಡಿ ಮನವಿ ಸ್ವೀಕರಿಸಿದರು. (128, 412, 212, 491)
